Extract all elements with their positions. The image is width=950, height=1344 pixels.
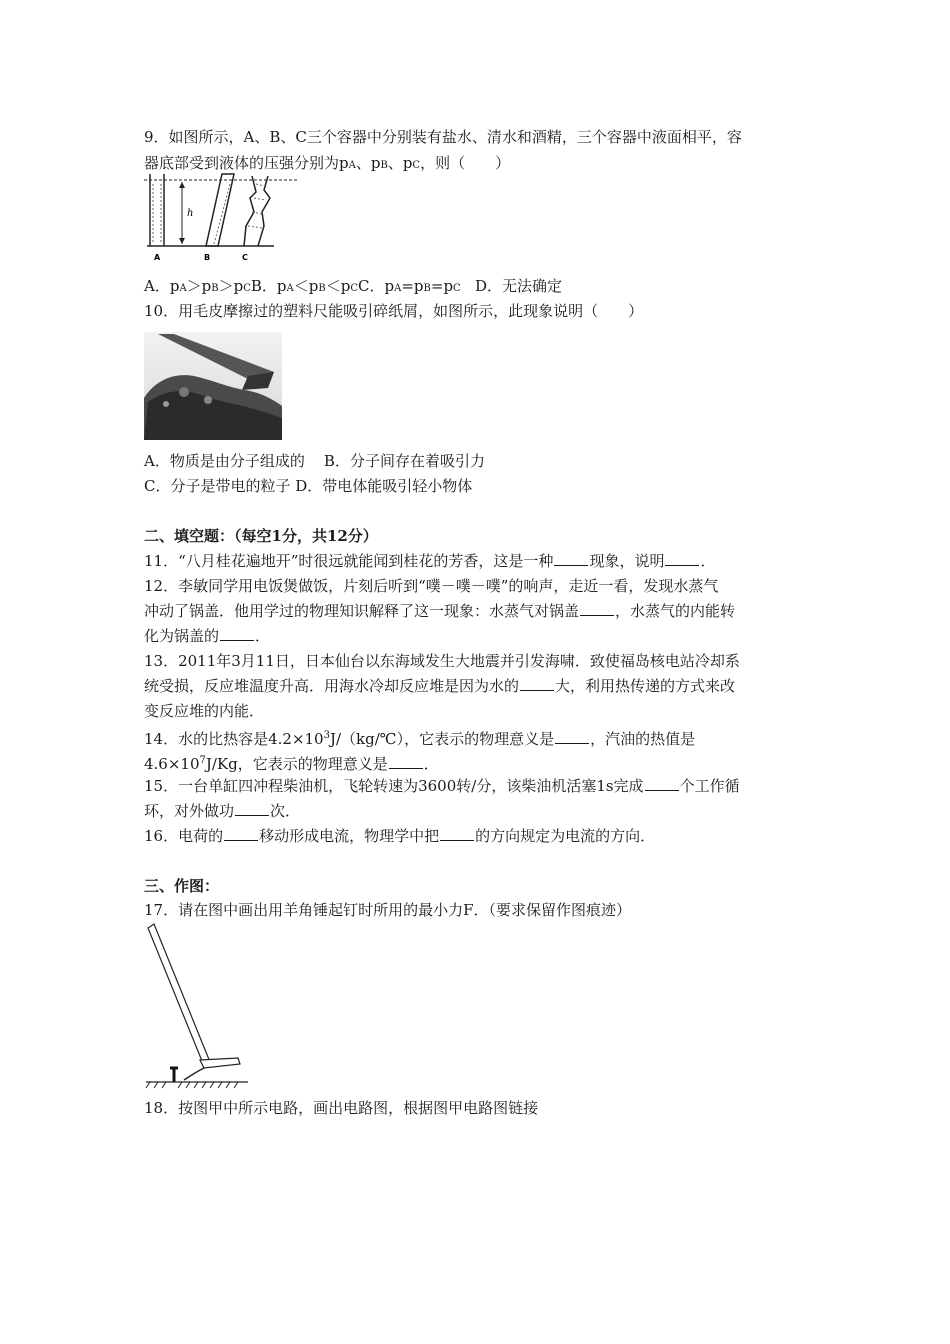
answer-blank[interactable] — [555, 729, 589, 744]
answer-blank[interactable] — [389, 754, 423, 769]
q13-line1: 13．2011年3月11日，日本仙台以东海域发生大地震并引发海啸．致使福岛核电站冷却系 — [144, 652, 740, 670]
q16: 16．电荷的 移动形成电流，物理学中把 的方向规定为电流的方向． — [144, 827, 656, 845]
answer-blank[interactable] — [235, 801, 269, 816]
q9-stem-line2: 器底部受到液体的压强分别为pA、pB、pC，则（ ） — [144, 154, 511, 172]
q15-line2: 环，对外做功 次． — [144, 802, 301, 820]
q15-line1: 15．一台单缸四冲程柴油机，飞轮转速为3600转/分，该柴油机活塞1s完成 个工作循 — [144, 777, 740, 795]
q14-line1: 14．水的比热容是$4.2\times 10^3J/(kg/℃)$，它表示的物理意义是 ，汽油的热值是 — [144, 730, 696, 748]
answer-blank[interactable] — [580, 601, 614, 616]
q13-line2: 统受损，反应堆温度升高．用海水冷却反应堆是因为水的 大，利用热传递的方式来改 — [144, 677, 736, 695]
q12-line2: 冲动了锅盖．他用学过的物理知识解释了这一现象：水蒸气对锅盖 ，水蒸气的内能转 — [144, 602, 736, 620]
answer-blank[interactable] — [520, 676, 554, 691]
answer-blank[interactable] — [645, 776, 679, 791]
q10-options-row2: C．分子是带电的粒子 D．带电体能吸引轻小物体 — [144, 477, 473, 495]
q18-stem: 18．按图甲中所示电路，画出电路图，根据图甲电路图链接 — [144, 1099, 539, 1117]
q10-stem: 10．用毛皮摩擦过的塑料尺能吸引碎纸屑，如图所示，此现象说明（ ） — [144, 302, 644, 320]
answer-blank[interactable] — [220, 626, 254, 641]
q9-label-b: B — [204, 253, 211, 262]
q17-claw-hammer-figure — [144, 922, 248, 1090]
answer-blank[interactable] — [440, 826, 474, 841]
q11: 11．“八月桂花遍地开”时很远就能闻到桂花的芳香，这是一种 现象，说明 ． — [144, 552, 716, 570]
q9-label-c: C — [242, 253, 248, 262]
q9-stem-line1: 9．如图所示，A、B、C三个容器中分别装有盐水、清水和酒精，三个容器中液面相平，容 — [144, 128, 742, 146]
q9-options: A．pA＞pB＞pCB．pA＜pB＜pCC．pA=pB=pC D．无法确定 — [144, 277, 563, 295]
answer-blank[interactable] — [665, 551, 699, 566]
section2-title: 二、填空题：（每空1分，共12分） — [144, 527, 378, 545]
answer-blank[interactable] — [554, 551, 588, 566]
q9-label-h: h — [187, 208, 194, 219]
q10-ruler-photo — [144, 332, 282, 440]
q12-line1: 12．李敏同学用电饭煲做饭，片刻后听到“噗－噗－噗”的响声，走近一看，发现水蒸气 — [144, 577, 719, 595]
q14-line2: $4.6\times 10^7J/Kg$，它表示的物理意义是 ． — [144, 755, 439, 773]
q9-containers-figure — [144, 172, 298, 264]
q13-line3: 变反应堆的内能． — [144, 702, 265, 720]
q17-stem: 17．请在图中画出用羊角锤起钉时所用的最小力F．（要求保留作图痕迹） — [144, 901, 631, 919]
q10-options-row1: A．物质是由分子组成的 B．分子间存在着吸引力 — [144, 452, 485, 470]
answer-blank[interactable] — [224, 826, 258, 841]
q12-line3: 化为锅盖的 ． — [144, 627, 271, 645]
section3-title: 三、作图： — [144, 877, 220, 895]
q9-label-a: A — [154, 253, 161, 262]
